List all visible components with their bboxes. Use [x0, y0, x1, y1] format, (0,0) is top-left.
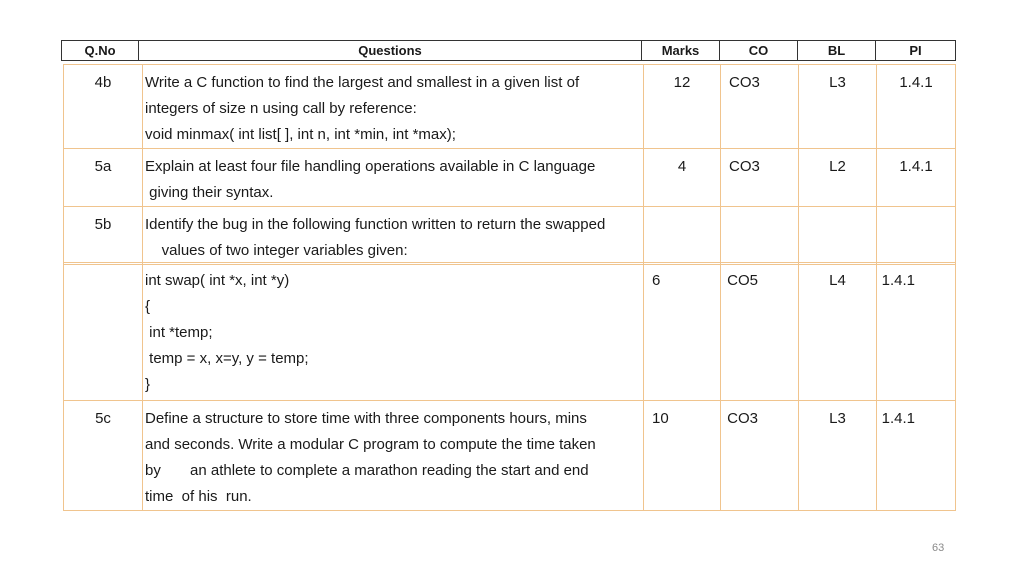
bl-cell: L3 — [799, 65, 877, 149]
question-line: integers of size n using call by reference: — [145, 100, 417, 117]
code-line: } — [145, 376, 151, 393]
table-row — [64, 263, 956, 401]
marks-cell — [644, 207, 721, 265]
code-line: temp = x, x=y, y = temp; — [145, 350, 309, 367]
bl-cell: L2 — [799, 149, 877, 207]
question-cell — [143, 401, 644, 511]
page-number: 63 — [932, 542, 945, 554]
pi-cell: 1.4.1 — [877, 263, 956, 401]
co-cell: CO3 — [721, 149, 799, 207]
question-line: and seconds. Write a modular C program to compute the time taken — [145, 436, 596, 453]
code-line: { — [145, 298, 151, 315]
question-table — [63, 64, 956, 265]
pi-cell: 1.4.1 — [877, 65, 956, 149]
table-header — [61, 40, 956, 61]
question-cell — [143, 149, 644, 207]
table-row — [64, 207, 956, 265]
qno-cell: 5a — [64, 149, 143, 207]
bl-cell: L3 — [799, 401, 877, 511]
qno-cell: 5c — [64, 401, 143, 511]
question-line: by an athlete to complete a marathon reading the start and end — [145, 462, 589, 479]
bl-cell: L4 — [799, 263, 877, 401]
table-row — [64, 65, 956, 149]
question-cell — [143, 65, 644, 149]
pi-cell: 1.4.1 — [877, 401, 956, 511]
co-cell: CO3 — [721, 401, 799, 511]
question-line: Write a C function to find the largest and smallest in a given list of — [145, 74, 580, 91]
qno-cell: 5b — [64, 207, 143, 265]
question-line: void minmax( int list[ ], int n, int *min, int *max); — [145, 126, 456, 143]
co-cell: CO3 — [721, 65, 799, 149]
question-line: Define a structure to store time with three components hours, mins — [145, 410, 587, 427]
header-qno: Q.No — [62, 41, 139, 61]
question-line: Identify the bug in the following function written to return the swapped — [145, 216, 606, 233]
question-table-continued — [63, 262, 956, 511]
qno-cell — [64, 263, 143, 401]
question-line: values of two integer variables given: — [145, 242, 408, 259]
code-line: int swap( int *x, int *y) — [145, 272, 290, 289]
qno-cell: 4b — [64, 65, 143, 149]
table-row — [64, 149, 956, 207]
header-questions: Questions — [139, 41, 642, 61]
header-pi: PI — [876, 41, 956, 61]
co-cell — [721, 207, 799, 265]
question-cell — [143, 263, 644, 401]
bl-cell — [799, 207, 877, 265]
pi-cell: 1.4.1 — [877, 149, 956, 207]
question-line: time of his run. — [145, 488, 252, 505]
question-line: Explain at least four file handling operations available in C language — [145, 158, 596, 175]
marks-cell: 4 — [644, 149, 721, 207]
header-bl: BL — [798, 41, 876, 61]
question-line: giving their syntax. — [145, 184, 274, 201]
question-cell — [143, 207, 644, 265]
table-row — [64, 401, 956, 511]
marks-cell: 10 — [644, 401, 721, 511]
marks-cell: 6 — [644, 263, 721, 401]
pi-cell — [877, 207, 956, 265]
co-cell: CO5 — [721, 263, 799, 401]
code-line: int *temp; — [145, 324, 213, 341]
marks-cell: 12 — [644, 65, 721, 149]
header-co: CO — [720, 41, 798, 61]
header-marks: Marks — [642, 41, 720, 61]
